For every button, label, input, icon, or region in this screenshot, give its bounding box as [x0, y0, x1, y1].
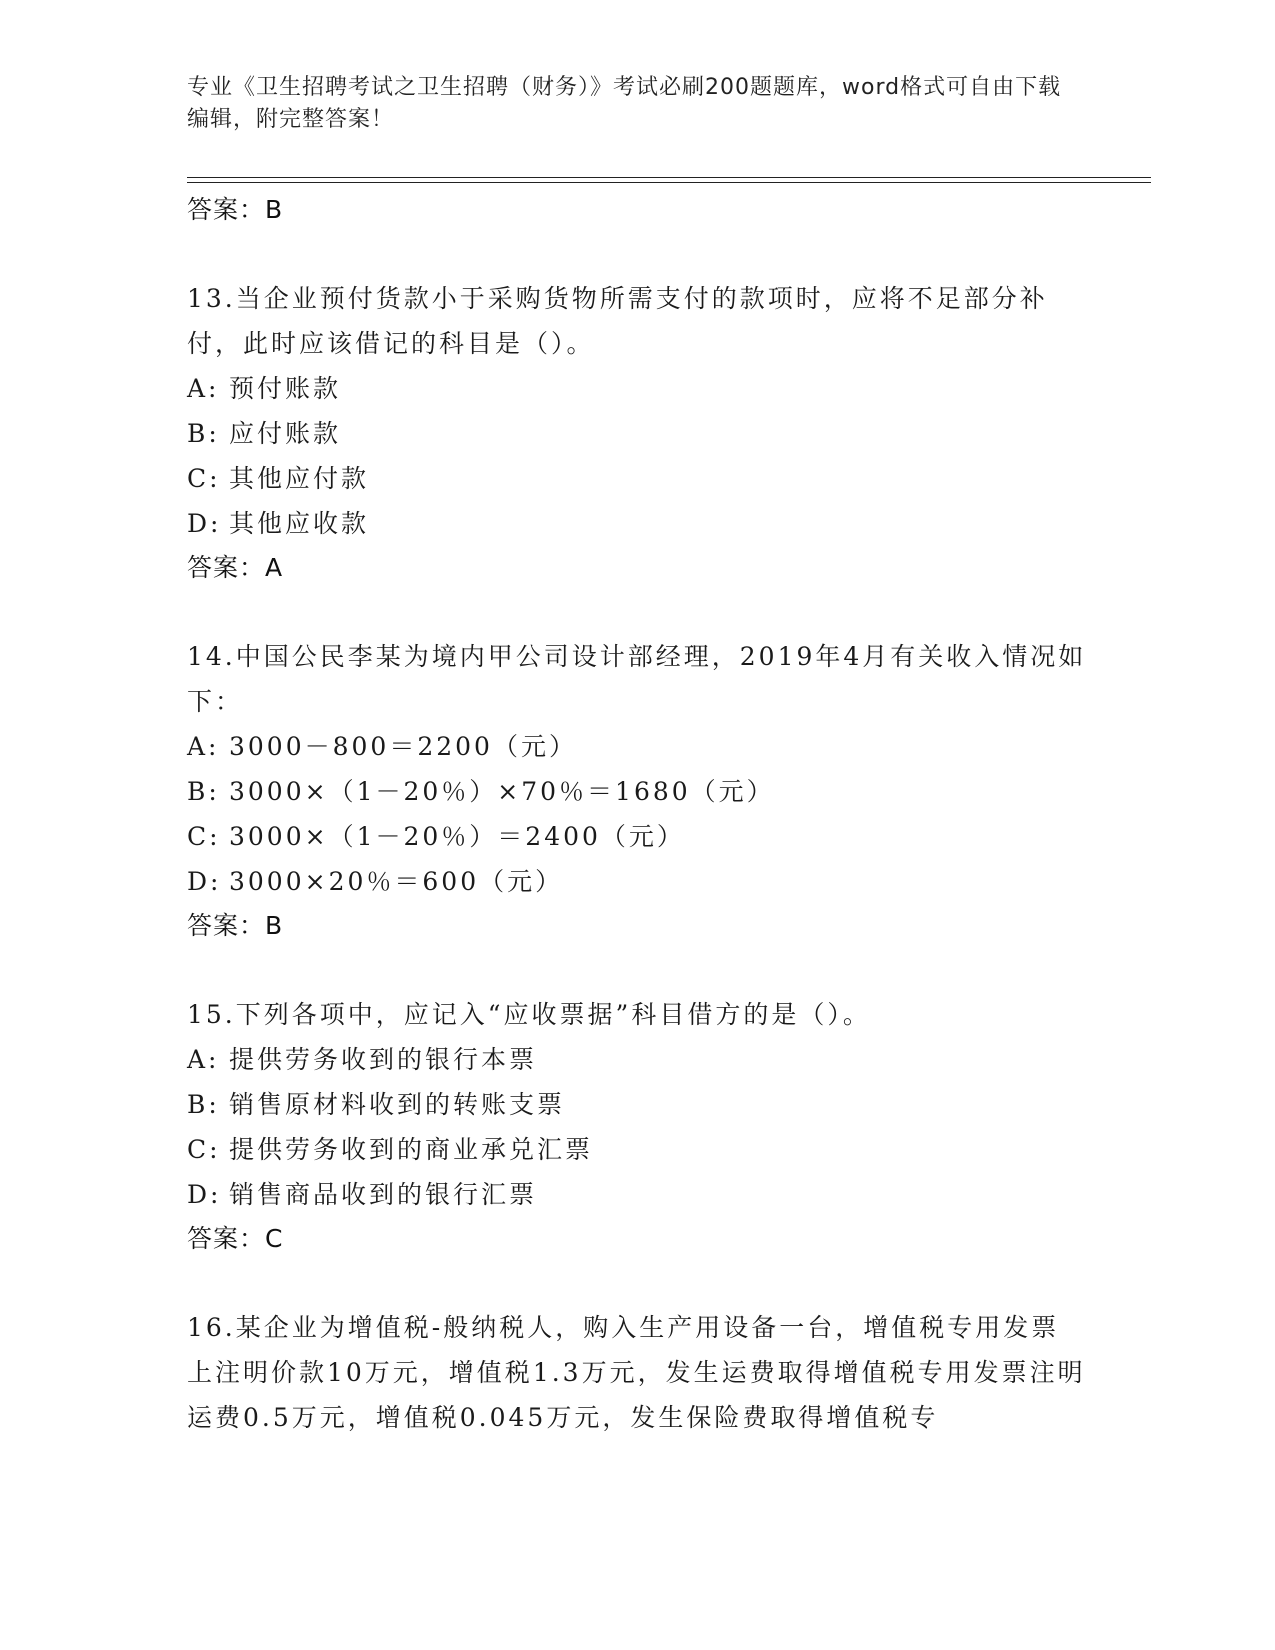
option-key: C:	[187, 464, 221, 493]
option-key: D:	[187, 1180, 222, 1209]
question-content	[187, 188, 1087, 1440]
header-rule-top	[187, 177, 1151, 178]
option-d	[187, 501, 1087, 546]
answer-line: 答案：B	[187, 911, 284, 940]
option-a	[187, 366, 1087, 411]
page-header	[187, 72, 1067, 136]
question-text: 14.中国公民李某为境内甲公司设计部经理，2019年4月有关收入情况如下：	[187, 642, 1087, 716]
answer-line: 答案：C	[187, 1224, 284, 1253]
option-key: A:	[187, 374, 220, 403]
option-text: 3000×20％＝600（元）	[229, 867, 564, 896]
option-d	[187, 1172, 1087, 1217]
option-c	[187, 456, 1087, 501]
option-text: 提供劳务收到的商业承兑汇票	[229, 1135, 594, 1164]
answer-line: 答案：B	[187, 195, 284, 224]
option-key: A:	[187, 1045, 220, 1074]
option-key: D:	[187, 867, 222, 896]
option-d	[187, 859, 1087, 904]
option-a	[187, 1037, 1087, 1082]
option-text: 其他应付款	[229, 464, 370, 493]
option-key: B:	[187, 777, 220, 806]
option-key: B:	[187, 1090, 220, 1119]
option-b	[187, 769, 1087, 814]
option-key: C:	[187, 822, 221, 851]
option-a	[187, 724, 1087, 769]
option-b	[187, 411, 1087, 456]
option-text: 3000×（1－20％）＝2400（元）	[229, 822, 685, 851]
answer-line: 答案：A	[187, 553, 284, 582]
header-rule-bottom	[187, 182, 1151, 183]
option-text: 销售商品收到的银行汇票	[229, 1180, 538, 1209]
option-text: 提供劳务收到的银行本票	[229, 1045, 538, 1074]
option-text: 销售原材料收到的转账支票	[229, 1090, 566, 1119]
option-text: 预付账款	[229, 374, 342, 403]
header-text: 专业《卫生招聘考试之卫生招聘（财务）》考试必刷200题题库，word格式可自由下载编辑，附完整答案！	[187, 75, 1062, 132]
question-text: 15.下列各项中，应记入“应收票据”科目借方的是（）。	[187, 1000, 871, 1029]
option-text: 其他应收款	[229, 509, 370, 538]
option-text: 3000×（1－20％）×70％＝1680（元）	[229, 777, 775, 806]
option-key: D:	[187, 509, 222, 538]
question-14	[187, 634, 1087, 948]
option-key: B:	[187, 419, 220, 448]
option-b	[187, 1082, 1087, 1127]
option-text: 应付账款	[229, 419, 342, 448]
option-key: A:	[187, 732, 220, 761]
question-text: 16.某企业为增值税-般纳税人，购入生产用设备一台，增值税专用发票上注明价款10万元，增值税1.3万元，发生运费取得增值税专用发票注明运费0.5万元，增值税0.045万元，发生保险费取得增值税专	[187, 1313, 1086, 1432]
question-text: 13.当企业预付货款小于采购货物所需支付的款项时，应将不足部分补付，此时应该借记的科目是（）。	[187, 284, 1048, 358]
option-text: 3000－800＝2200（元）	[229, 732, 577, 761]
question-13	[187, 276, 1087, 590]
question-16	[187, 1305, 1087, 1440]
question-15	[187, 992, 1087, 1261]
option-c	[187, 1127, 1087, 1172]
option-c	[187, 814, 1087, 859]
option-key: C:	[187, 1135, 221, 1164]
